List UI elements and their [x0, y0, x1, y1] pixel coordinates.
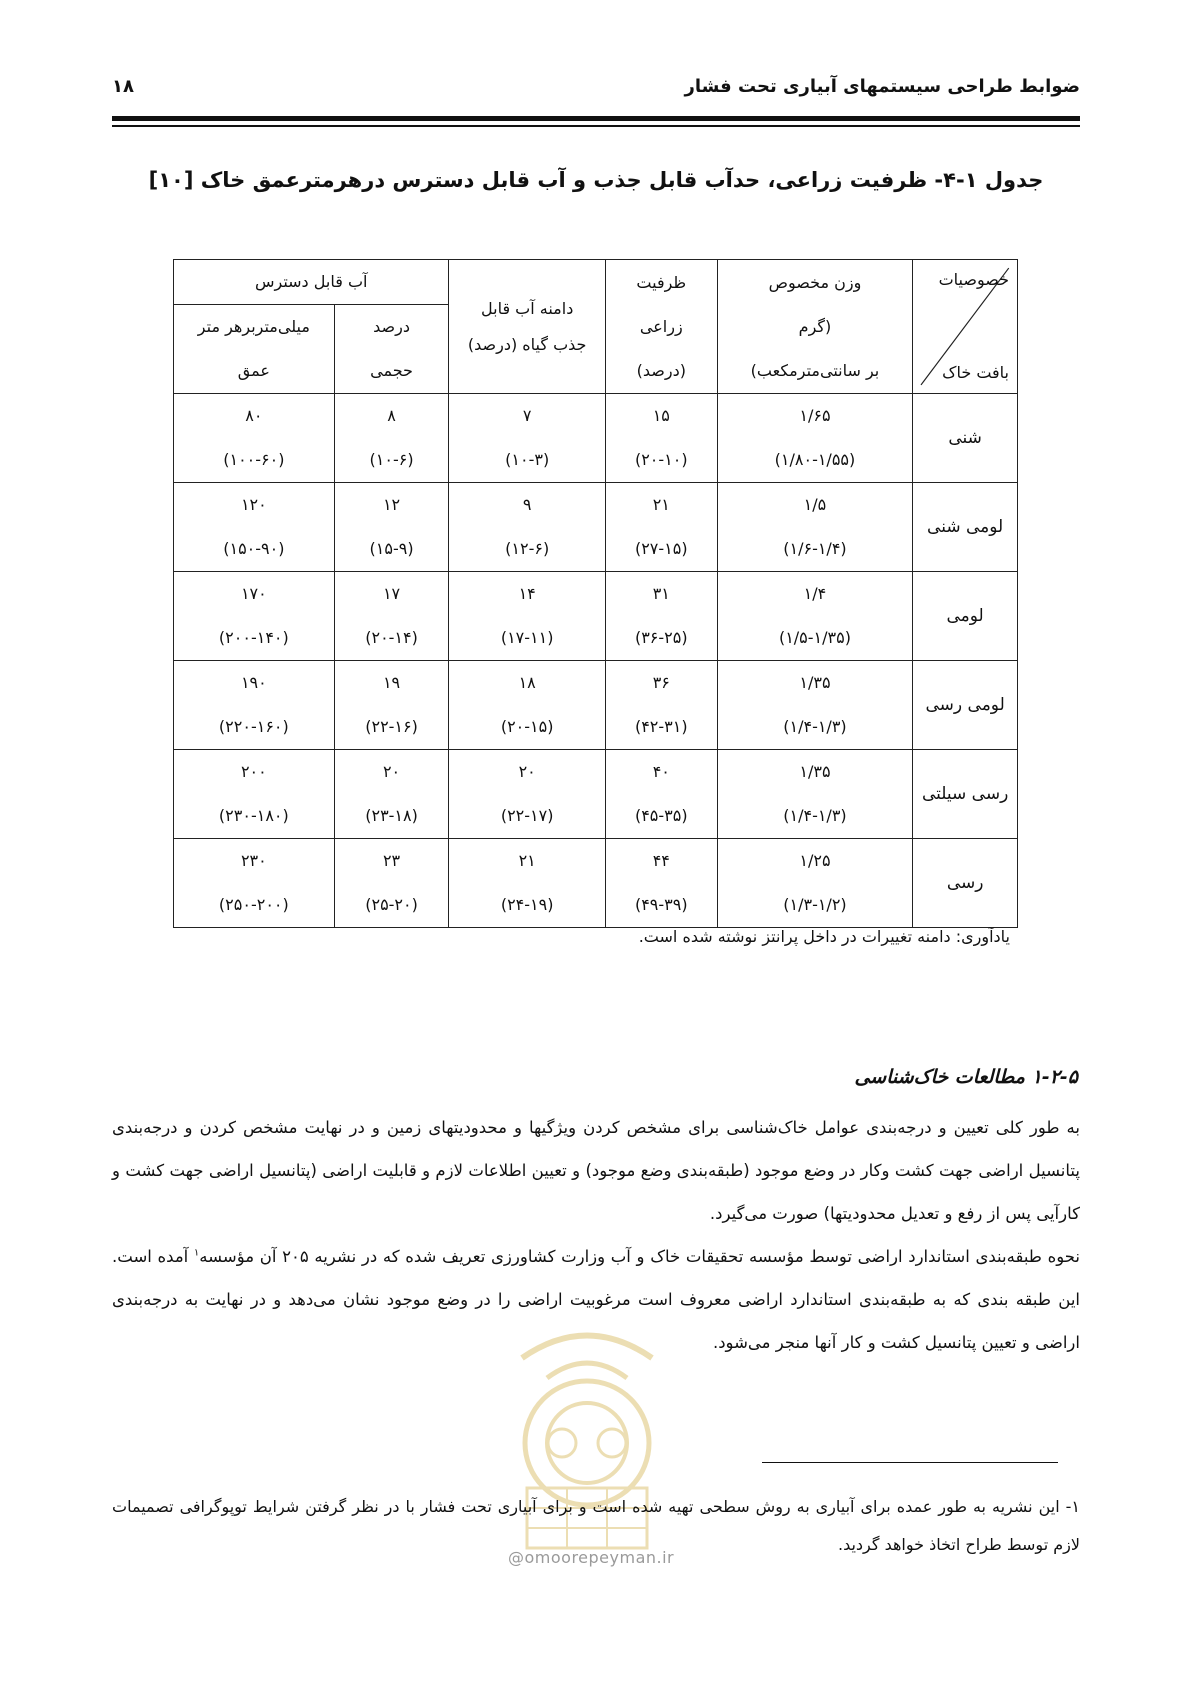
header-density	[717, 260, 913, 394]
value: ۸	[387, 406, 396, 425]
available-percent-cell	[334, 839, 449, 928]
page-header	[112, 76, 1080, 97]
range: (۲۰-۱۴)	[365, 628, 418, 647]
value: ۴۰	[652, 762, 670, 781]
paragraph-text: نحوه طبقه‌بندی استاندارد اراضی توسط مؤسسه تحقیقات خاک و آب وزارت کشاورزی تعریف شده که در نشریه ۲۰۵ آن مؤسسه	[199, 1247, 1081, 1266]
header-available-mm-line: عمق	[237, 361, 270, 380]
field-capacity-cell	[605, 572, 717, 661]
header-available-mm-line: میلی‌متربرهر متر	[197, 317, 310, 336]
watermark-text: @omoorepeyman.ir	[508, 1548, 675, 1567]
range: (۴۵-۳۵)	[634, 806, 688, 825]
available-percent-cell	[334, 483, 449, 572]
table-caption: جدول ۱-۴- ظرفیت زراعی، حدآب قابل جذب و آب قابل دسترس درهرمترعمق خاک [۱۰]	[148, 168, 1044, 192]
available-mm-cell	[174, 394, 335, 483]
header-rule-thick	[112, 116, 1080, 121]
texture-cell: شنی	[913, 394, 1018, 483]
range: (۲۲۰-۱۶۰)	[218, 717, 289, 736]
footnote-marker: ۱	[193, 1247, 200, 1259]
header-rule-thin	[112, 125, 1080, 127]
range: (۱/۸۰-۱/۵۵)	[774, 450, 856, 469]
value: ۱/۶۵	[799, 406, 831, 425]
range: (۲۰۰-۱۴۰)	[218, 628, 289, 647]
range: (۴۹-۳۹)	[634, 895, 688, 914]
header-field-capacity-line: (درصد)	[636, 360, 686, 380]
value: ۲۳	[382, 851, 401, 870]
value: ۲۰۰	[240, 762, 267, 781]
range: (۱/۴-۱/۳)	[783, 717, 847, 736]
available-mm-cell	[174, 661, 335, 750]
footnote-rule	[762, 1462, 1058, 1463]
value: ۲۱	[518, 851, 536, 870]
texture-cell: رسی	[913, 839, 1018, 928]
value: ۱۲۰	[240, 495, 267, 514]
header-available-group: آب قابل دسترس	[174, 260, 449, 305]
density-cell	[717, 661, 913, 750]
range: (۲۴-۱۹)	[500, 895, 554, 914]
available-mm-cell	[174, 839, 335, 928]
field-capacity-cell	[605, 839, 717, 928]
value: ۸۰	[245, 406, 263, 425]
value: ۹	[522, 495, 532, 514]
range: (۱۲-۶)	[505, 539, 550, 558]
table-row	[174, 572, 1018, 661]
absorbable-cell	[449, 750, 606, 839]
header-available-mm	[174, 305, 335, 394]
density-cell	[717, 839, 913, 928]
paragraph-text: آمده است. این طبقه بندی که به طبقه‌بندی استاندارد اراضی معروف است مرغوبیت اراضی را در وضع موجود نشان می‌دهد و در نهایت به درجه‌بندی اراضی و تعیین پتانسیل کشت و کار آنها منجر می‌شود.	[112, 1247, 1080, 1352]
value: ۲۰	[518, 762, 536, 781]
value: ۳۶	[652, 673, 670, 692]
value: ۲۳۰	[240, 851, 267, 870]
available-percent-cell	[334, 661, 449, 750]
density-cell	[717, 750, 913, 839]
available-mm-cell	[174, 572, 335, 661]
value: ۴۴	[652, 851, 670, 870]
corner-header-cell	[913, 260, 1018, 394]
absorbable-cell	[449, 572, 606, 661]
absorbable-cell	[449, 483, 606, 572]
value: ۱۴	[518, 584, 536, 603]
table-row	[174, 750, 1018, 839]
range: (۱/۵-۱/۳۵)	[778, 628, 851, 647]
section-heading: ۱-۲-۵ مطالعات خاک‌شناسی	[854, 1066, 1078, 1088]
available-mm-cell	[174, 483, 335, 572]
range: (۱۰-۳)	[505, 450, 550, 469]
book-title: ضوابط طراحی سیستمهای آبیاری تحت فشار	[684, 76, 1080, 97]
value: ۱۷	[382, 584, 401, 603]
range: (۲۵-۲۰)	[365, 895, 418, 914]
field-capacity-cell	[605, 394, 717, 483]
range: (۱/۴-۱/۳)	[783, 806, 847, 825]
range: (۱/۶-۱/۴)	[783, 539, 847, 558]
value: ۱۹	[382, 673, 401, 692]
header-available-percent-line: حجمی	[370, 361, 413, 380]
range: (۲۲-۱۶)	[365, 717, 418, 736]
header-available-percent-line: درصد	[373, 317, 410, 336]
corner-top-label: خصوصیات	[938, 270, 1009, 289]
available-percent-cell	[334, 750, 449, 839]
absorbable-cell	[449, 394, 606, 483]
value: ۱/۲۵	[799, 851, 831, 870]
field-capacity-cell	[605, 750, 717, 839]
absorbable-cell	[449, 839, 606, 928]
table-row	[174, 394, 1018, 483]
density-cell	[717, 572, 913, 661]
density-cell	[717, 483, 913, 572]
range: (۴۲-۳۱)	[634, 717, 688, 736]
header-field-capacity-line: زراعی	[639, 316, 683, 336]
header-density-line: (گرم	[798, 316, 832, 336]
value: ۱/۵	[803, 495, 827, 514]
range: (۳۶-۲۵)	[634, 628, 688, 647]
value: ۲۱	[652, 495, 670, 514]
value: ۱/۳۵	[799, 762, 831, 781]
texture-cell: رسی سیلتی	[913, 750, 1018, 839]
value: ۷	[522, 406, 532, 425]
absorbable-cell	[449, 661, 606, 750]
range: (۱۵۰-۹۰)	[223, 539, 285, 558]
header-absorbable	[449, 260, 606, 394]
header-density-line: بر سانتی‌مترمکعب)	[750, 360, 880, 380]
texture-cell: لومی شنی	[913, 483, 1018, 572]
header-field-capacity	[605, 260, 717, 394]
available-percent-cell	[334, 572, 449, 661]
field-capacity-cell	[605, 483, 717, 572]
range: (۲۰-۱۵)	[500, 717, 554, 736]
range: (۱۷-۱۱)	[500, 628, 554, 647]
available-mm-cell	[174, 750, 335, 839]
range: (۲۳۰-۱۸۰)	[218, 806, 289, 825]
table-row	[174, 839, 1018, 928]
texture-cell: لومی	[913, 572, 1018, 661]
page-number: ۱۸	[112, 76, 134, 97]
value: ۲۰	[382, 762, 401, 781]
available-percent-cell	[334, 394, 449, 483]
range: (۲۷-۱۵)	[634, 539, 688, 558]
value: ۱۸	[518, 673, 536, 692]
range: (۱۰۰-۶۰)	[223, 450, 285, 469]
value: ۱۲	[382, 495, 401, 514]
range: (۲۳-۱۸)	[365, 806, 418, 825]
corner-bottom-label: بافت خاک	[942, 363, 1009, 382]
value: ۱۵	[652, 406, 670, 425]
value: ۱/۴	[803, 584, 827, 603]
header-absorbable-line: دامنه آب قابل	[481, 298, 574, 318]
field-capacity-cell	[605, 661, 717, 750]
range: (۱۵-۹)	[369, 539, 414, 558]
range: (۲۵۰-۲۰۰)	[218, 895, 289, 914]
header-density-line: وزن مخصوص	[768, 272, 862, 292]
range: (۲۲-۱۷)	[500, 806, 554, 825]
paragraph: به طور کلی تعیین و درجه‌بندی عوامل خاک‌شناسی برای مشخص کردن ویژگیها و محدودیتهای زمین و در نهایت مشخص کردن و درجه‌بندی پتانسیل اراضی جهت کشت وکار در وضع موجود (طبقه‌بندی وضع موجود) و تعیین اطلاعات لازم و قابلیت اراضی (پتانسیل اراضی جهت کشت و کارآیی پس از رفع و تعدیل محدودیتها) صورت می‌گیرد.	[112, 1118, 1080, 1223]
header-available-percent	[334, 305, 449, 394]
value: ۱/۳۵	[799, 673, 831, 692]
value: ۱۷۰	[240, 584, 267, 603]
range: (۱/۳-۱/۲)	[783, 895, 847, 914]
value: ۱۹۰	[240, 673, 267, 692]
soil-properties-table	[173, 259, 1018, 928]
table-note: یادآوری: دامنه تغییرات در داخل پرانتز نوشته شده است.	[638, 927, 1010, 946]
footnote: ۱- این نشریه به طور عمده برای آبیاری به روش سطحی تهیه شده است و برای آبیاری تحت فشار با در نظر گرفتن شرایط توپوگرافی تصمیمات لازم توسط طراح اتخاذ خواهد گردید.	[112, 1497, 1080, 1554]
density-cell	[717, 394, 913, 483]
range: (۱۰-۶)	[369, 450, 414, 469]
header-field-capacity-line: ظرفیت	[636, 272, 687, 292]
texture-cell: لومی رسی	[913, 661, 1018, 750]
header-absorbable-line: جذب گیاه (درصد)	[467, 334, 587, 354]
range: (۲۰-۱۰)	[634, 450, 688, 469]
table-row	[174, 483, 1018, 572]
value: ۳۱	[652, 584, 670, 603]
table-row	[174, 661, 1018, 750]
